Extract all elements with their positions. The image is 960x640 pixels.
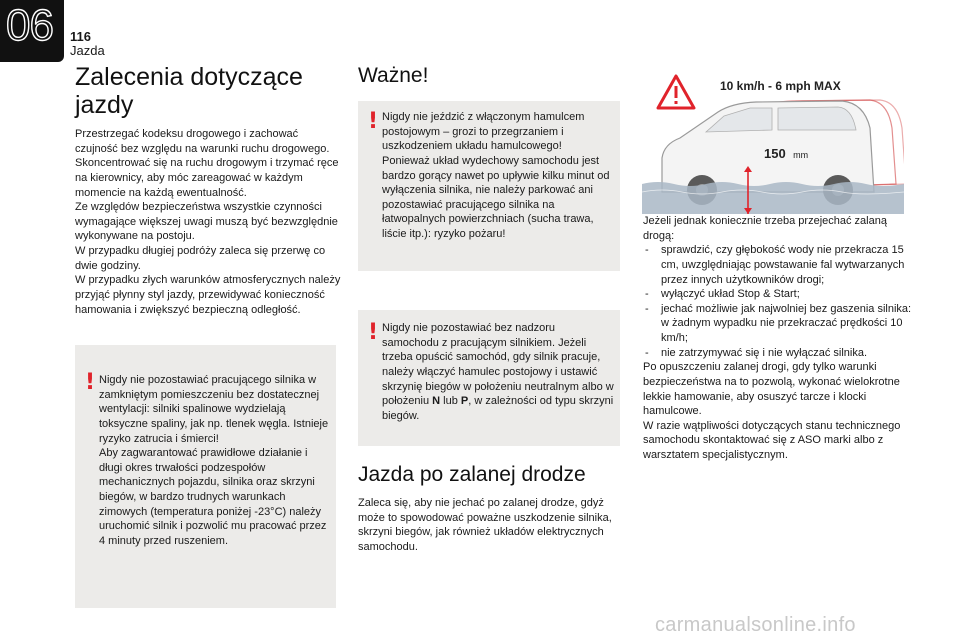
warning-box-unattended-vehicle xyxy=(358,310,620,446)
driving-advice-text xyxy=(75,127,341,317)
section-name: Jazda xyxy=(70,43,105,58)
flooded-road-heading: Jazda po zalanej drodze xyxy=(358,463,586,486)
warning-text: Nigdy nie pozostawiać pracującego silnika w zamkniętym pomieszczeniu bez dostatecznej wentylacji: silniki spalinowe wydzielają toksyczne spaliny, jak np. tlenek węgla. Istnieje ryzyko zatrucia i śmierci! xyxy=(99,374,329,445)
paragraph: Przestrzegać kodeksu drogowego i zachować czujność bez względu na warunki ruchu drogowego. xyxy=(75,128,330,155)
flooded-road-instructions xyxy=(643,214,915,463)
exclamation-icon: ! xyxy=(85,370,96,395)
flooded-road-text: Zaleca się, aby nie jechać po zalanej drodze, gdyż może to spowodować poważne uszkodzenie silnika, skrzyni biegów, jak również układów elektrycznych samochodu. xyxy=(358,497,612,553)
list-item: - jechać możliwie jak najwolniej bez gaszenia silnika: w żadnym wypadku nie przekraczać prędkości 10 km/h; xyxy=(643,302,915,346)
water-icon xyxy=(642,182,904,214)
page-number: 116 xyxy=(70,29,91,44)
warning-text: Nigdy nie pozostawiać bez nadzoru samochodu z pracującym silnikiem. Jeżeli trzeba opuścić samochód, gdy silnik pracuje, należy włączyć hamulec postojowy i ustawić skrzynię biegów w położeniu neutralnym albo w położeniu N lub P, w zależności od typu skrzyni biegów. xyxy=(382,322,614,422)
intro-text: Jeżeli jednak koniecznie trzeba przejechać zalaną drogą: xyxy=(643,215,887,242)
page-title: Zalecenia dotyczące jazdy xyxy=(75,63,303,119)
list-item: - wyłączyć układ Stop & Start; xyxy=(643,287,915,302)
depth-value: 150 xyxy=(764,146,786,161)
exclamation-icon: ! xyxy=(368,320,379,345)
warning-text: Nigdy nie jeździć z włączonym hamulcem postojowym – grozi to przegrzaniem i uszkodzeniem układu hamulcowego! xyxy=(382,111,585,153)
paragraph: Skoncentrować się na ruchu drogowym i trzymać ręce na kierownicy, aby móc zareagować w każdym momencie na każdą ewentualność. xyxy=(75,157,339,199)
warning-text: Aby zagwarantować prawidłowe działanie i długi okres trwałości podzespołów mechanicznych pojazdu, silnika oraz skrzyni biegów, w bardzo trudnych warunkach zimowych (temperatura poniżej -23°C) należy uruchomić silnik i pozwolić mu pracować przez 4 minuty przed ruszeniem. xyxy=(99,447,327,547)
paragraph: Po opuszczeniu zalanej drogi, gdy tylko warunki bezpieczeństwa na to pozwolą, wykonać wielokrotne lekkie hamowanie, aby osuszyć tarcze i klocki hamulcowe. xyxy=(643,361,900,418)
exclamation-icon: ! xyxy=(368,109,379,134)
paragraph: Ze względów bezpieczeństwa wszystkie czynności wymagające większej uwagi muszą być bezwzględnie wykonywane na postoju. xyxy=(75,201,338,243)
paragraph: W razie wątpliwości dotyczących stanu technicznego samochodu skontaktować się z ASO marki albo z warsztatem specjalistycznym. xyxy=(643,419,901,461)
flooded-road-illustration xyxy=(642,72,904,214)
gear-n-label: N xyxy=(432,395,441,408)
list-item: - sprawdzić, czy głębokość wody nie przekracza 15 cm, uwzględniając powstawanie fal wytwarzanych przez innych użytkowników drogi; xyxy=(643,243,915,287)
depth-unit: mm xyxy=(793,150,809,160)
gear-p-label: P xyxy=(460,395,469,408)
warning-box-parking-brake xyxy=(358,101,620,271)
warning-text: Ponieważ układ wydechowy samochodu jest bardzo gorący nawet po upływie kilku minut od wyłączenia silnika, nie należy parkować ani pozostawiać pracującego silnika na łatwopalnych powierzchniach (sucha trawa, liście itp.): ryzyko pożaru! xyxy=(382,154,610,240)
paragraph: W przypadku złych warunków atmosferycznych należy przyjąć płynny styl jazdy, przewidywać konieczność hamowania i zwiększyć bezpieczną odległość. xyxy=(75,274,341,316)
important-heading: Ważne! xyxy=(358,64,429,87)
warning-triangle-icon xyxy=(658,76,694,108)
chapter-tab xyxy=(0,0,64,62)
warning-box-engine-running xyxy=(75,345,336,608)
watermark: carmanualsonline.info xyxy=(655,614,856,636)
chapter-number: 06 xyxy=(6,1,53,50)
speed-limit-label: 10 km/h - 6 mph MAX xyxy=(720,79,841,93)
list-item: - nie zatrzymywać się i nie wyłączać silnika. xyxy=(643,346,915,361)
paragraph: W przypadku długiej podróży zaleca się przerwę co dwie godziny. xyxy=(75,245,326,272)
